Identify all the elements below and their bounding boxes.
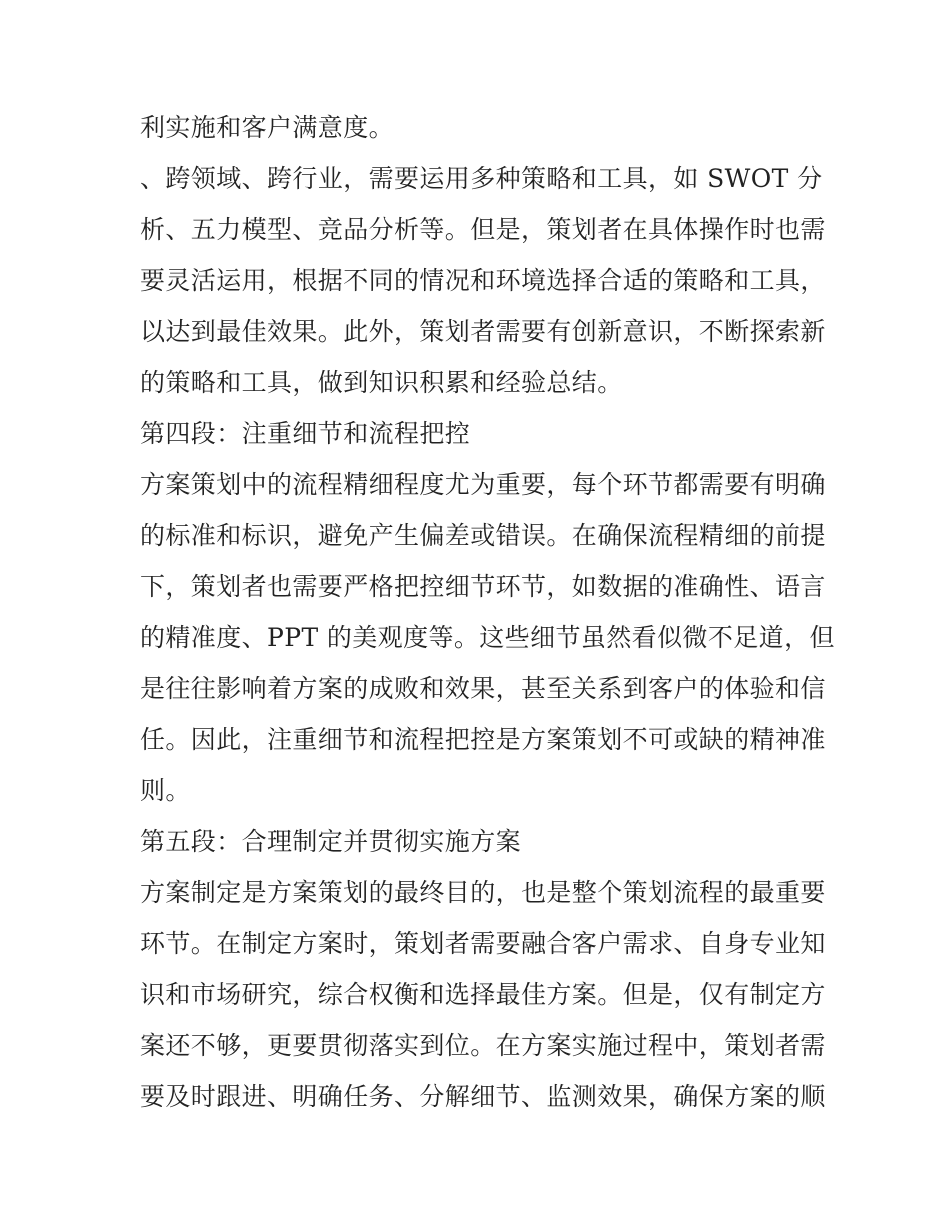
- text-line: 的标准和标识，避免产生偏差或错误。在确保流程精细的前提: [140, 521, 826, 550]
- text-line: 要灵活运用，根据不同的情况和环境选择合适的策略和工具，: [140, 266, 826, 295]
- text-line: 利实施和客户满意度。: [140, 113, 395, 142]
- text-line: 下，策划者也需要严格把控细节环节，如数据的准确性、语言: [140, 572, 826, 601]
- section-heading: 第五段：合理制定并贯彻实施方案: [140, 827, 522, 856]
- text-line: 识和市场研究，综合权衡和选择最佳方案。但是，仅有制定方: [140, 980, 826, 1009]
- text-line: 则。: [140, 776, 191, 805]
- text-line: 任。因此，注重细节和流程把控是方案策划不可或缺的精神准: [140, 725, 826, 754]
- text-line: 的精准度、PPT 的美观度等。这些细节虽然看似微不足道，但: [140, 623, 835, 652]
- section-heading: 第四段：注重细节和流程把控: [140, 419, 471, 448]
- text-line: 是往往影响着方案的成败和效果，甚至关系到客户的体验和信: [140, 674, 826, 703]
- text-line: 的策略和工具，做到知识积累和经验总结。: [140, 368, 623, 397]
- text-line: 方案策划中的流程精细程度尤为重要，每个环节都需要有明确: [140, 470, 826, 499]
- text-line: 析、五力模型、竞品分析等。但是，策划者在具体操作时也需: [140, 215, 826, 244]
- text-line: 案还不够，更要贯彻落实到位。在方案实施过程中，策划者需: [140, 1031, 826, 1060]
- text-line: 、跨领域、跨行业，需要运用多种策略和工具，如 SWOT 分: [140, 164, 823, 193]
- text-line: 环节。在制定方案时，策划者需要融合客户需求、自身专业知: [140, 929, 826, 958]
- text-line: 以达到最佳效果。此外，策划者需要有创新意识，不断探索新: [140, 317, 826, 346]
- text-line: 要及时跟进、明确任务、分解细节、监测效果，确保方案的顺: [140, 1082, 826, 1111]
- text-line: 方案制定是方案策划的最终目的，也是整个策划流程的最重要: [140, 878, 826, 907]
